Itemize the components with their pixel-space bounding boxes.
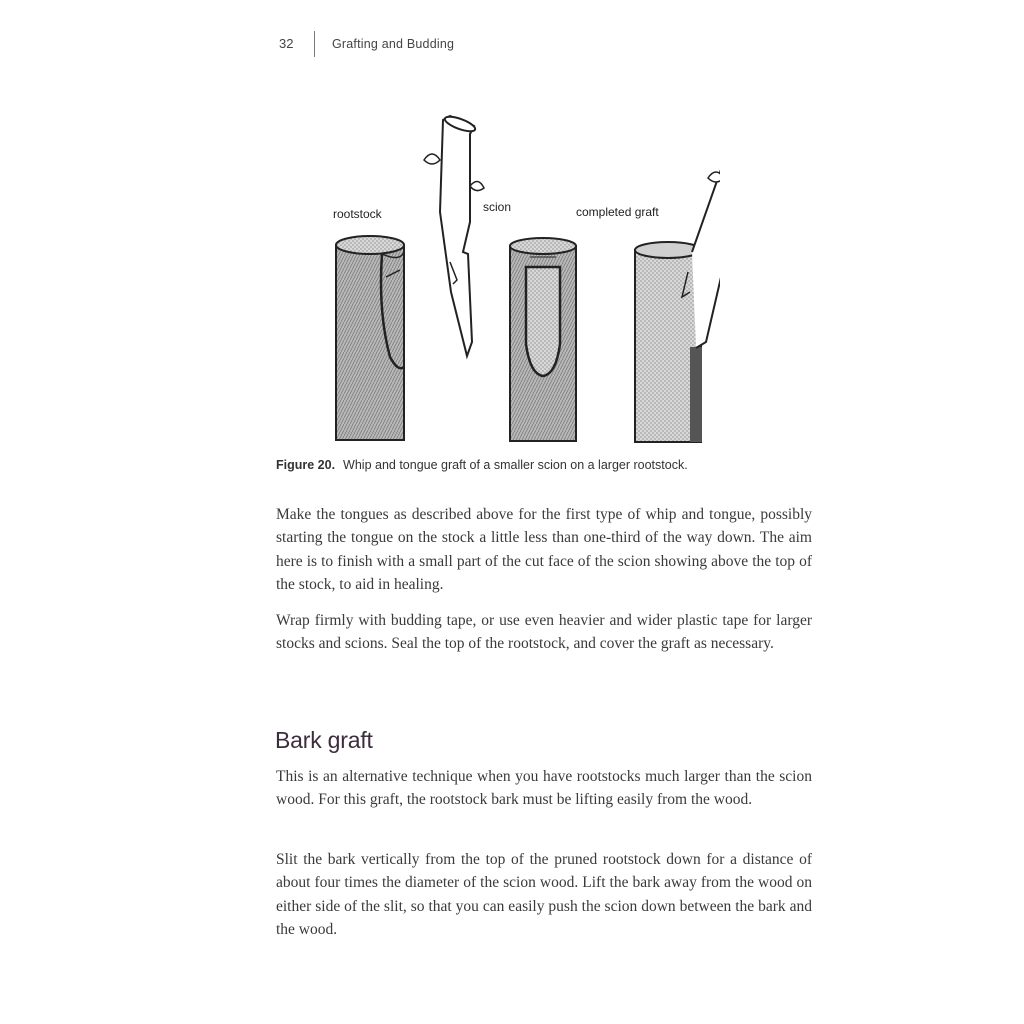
paragraph-4: Slit the bark vertically from the top of the pruned rootstock down for a distance of about four times the diameter of the scion wood. Lift the bark away from the wood on either side of the slit, so that you can easily push the scion down between the bark and the wood. (276, 851, 812, 939)
running-head: Grafting and Budding (332, 37, 455, 51)
scion-drawing (424, 114, 484, 356)
completed-graft-drawing (635, 139, 720, 442)
graft-illustration (320, 112, 720, 452)
figure-number: Figure 20. (276, 458, 336, 472)
prepared-stock-drawing (510, 238, 576, 441)
section-heading: Bark graft (275, 727, 373, 753)
paragraph-3: This is an alternative technique when you have rootstocks much larger than the scion wood. For this graft, the rootstock bark must be lifting easily from the wood. (276, 768, 812, 809)
header-divider (314, 31, 315, 57)
figure-whip-tongue-graft (320, 112, 720, 452)
paragraph-1: Make the tongues as described above for the first type of whip and tongue, possibly starting the tongue on the stock a little less than one-third of the way down. The aim here is to finish with a small part of the cut face of the scion showing above the top of the stock, to aid in healing. (276, 506, 812, 594)
label-rootstock: rootstock (333, 207, 382, 221)
label-scion: scion (483, 200, 512, 214)
rootstock-drawing (336, 236, 404, 440)
paragraph-2: Wrap firmly with budding tape, or use even heavier and wider plastic tape for larger stocks and scions. Seal the top of the rootstock, and cover the graft as necessary. (276, 612, 812, 653)
figure-caption (276, 458, 688, 472)
label-completed-graft: completed graft (576, 205, 659, 219)
figure-caption-text: Whip and tongue graft of a smaller scion on a larger rootstock. (343, 458, 688, 472)
page-number: 32 (279, 36, 294, 51)
